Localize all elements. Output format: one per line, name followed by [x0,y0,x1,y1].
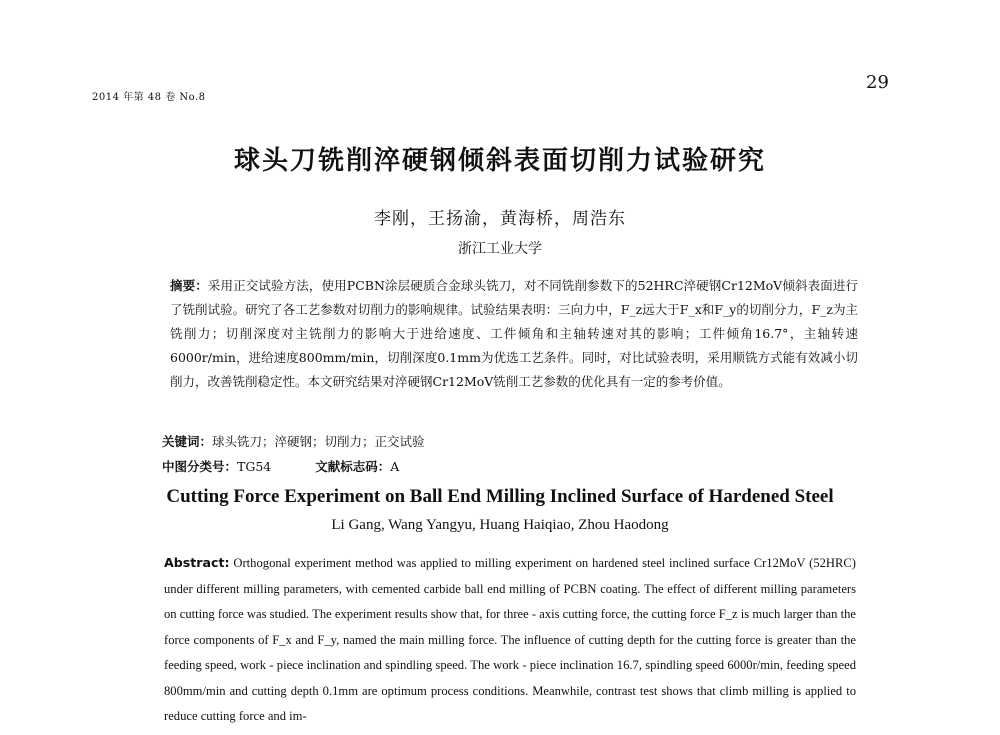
clc-label: 中图分类号： [162,459,238,474]
english-authors: Li Gang, Wang Yangyu, Huang Haiqiao, Zhou Haodong [331,517,669,533]
chinese-abstract-label: 摘要： [170,278,208,293]
keywords-label: 关键词： [162,434,213,449]
english-abstract-label: Abstract: [164,555,230,570]
journal-issue-header: 2014 年第 48 卷 No.8 [92,92,206,103]
english-abstract [134,550,856,730]
english-abstract-text: Orthogonal experiment method was applied to milling experiment on hardened steel inclined surface Cr12MoV (52HRC) under different milling parameters, with cemented carbide ball end milling of PCBN coating. The effect of different milling parameters on cutting force was studied. The experiment results show that, for three - axis cutting force, the cutting force F_z is much larger than the force components of F_x and F_y, named the main milling force. The influence of cutting depth for the cutting force is greater than the feeding speed, work - piece inclination and spindling speed. The work - piece inclination 16.7, spindling speed 6000r/min, feeding speed 800mm/min and cutting depth 0.1mm are optimum process conditions. Meanwhile, contrast test shows that climb milling is applied to reduce cutting force and im- [164,556,856,723]
chinese-abstract [128,274,858,394]
classification-line [162,457,399,475]
doc-code-value: A [390,459,400,474]
chinese-abstract-text: 采用正交试验方法，使用PCBN涂层硬质合金球头铣刀，对不同铣削参数下的52HRC淬硬钢Cr12MoV倾斜表面进行了铣削试验。研究了各工艺参数对切削力的影响规律。试验结果表明：三向力中，F_z远大于F_x和F_y的切削分力，F_z为主铣削力；切削深度对主铣削力的影响大于进给速度、工件倾角和主轴转速对其的影响；工件倾角16.7°，主轴转速6000r/min，进给速度800mm/min，切削深度0.1mm为优选工艺条件。同时，对比试验表明，采用顺铣方式能有效减小切削力，改善铣削稳定性。本文研究结果对淬硬钢Cr12MoV铣削工艺参数的优化具有一定的参考价值。 [170,278,858,389]
chinese-affiliation: 浙江工业大学 [458,241,542,257]
doc-code-label: 文献标志码： [315,459,391,474]
english-title: Cutting Force Experiment on Ball End Milling Inclined Surface of Hardened Steel [166,486,834,507]
clc-value: TG54 [237,459,272,474]
page-number: 29 [866,72,889,93]
chinese-title: 球头刀铣削淬硬钢倾斜表面切削力试验研究 [233,146,766,176]
chinese-keywords [162,432,425,450]
chinese-authors: 李刚，王扬渝，黄海桥，周浩东 [374,209,626,229]
keywords-value: 球头铣刀；淬硬钢；切削力；正交试验 [212,434,425,449]
